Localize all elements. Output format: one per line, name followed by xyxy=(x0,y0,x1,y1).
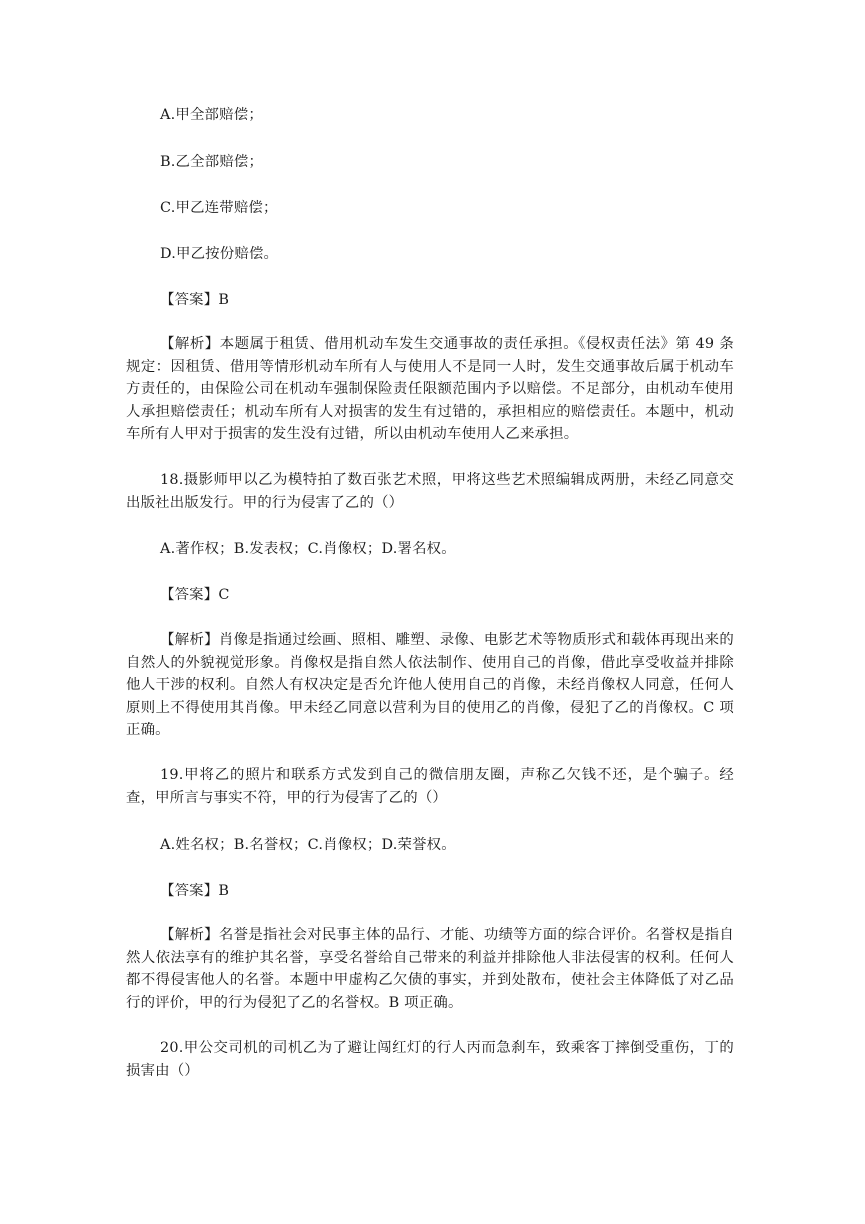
q17-option-b: B.乙全部赔偿； xyxy=(160,154,264,170)
q19-answer: 【答案】B xyxy=(160,883,230,899)
q18-question: 18.摄影师甲以乙为模特拍了数百张艺术照，甲将这些艺术照编辑成两册，未经乙同意交出版社出版发行。甲的行为侵害了乙的（） xyxy=(126,472,734,511)
q19-analysis: 【解析】名誉是指社会对民事主体的品行、才能、功绩等方面的综合评价。名誉权是指自然人依法享有的维护其名誉，享受名誉给自己带来的利益并排除他人非法侵害的权利。任何人都不得侵害他人的名誉。本题中甲虚构乙欠债的事实，并到处散布，使社会主体降低了对乙品行的评价，甲的行为侵犯了乙的名誉权。B 项正确。 xyxy=(126,927,734,1011)
q18-analysis: 【解析】肖像是指通过绘画、照相、雕塑、录像、电影艺术等物质形式和载体再现出来的自然人的外貌视觉形象。肖像权是指自然人依法制作、使用自己的肖像，借此享受收益并排除他人干涉的权利。自然人有权决定是否允许他人使用自己的肖像，未经肖像权人同意，任何人原则上不得使用其肖像。甲未经乙同意以营利为目的使用乙的肖像，侵犯了乙的肖像权。C 项正确。 xyxy=(126,632,734,738)
q20-question: 20.甲公交司机的司机乙为了避让闯红灯的行人丙而急刹车，致乘客丁摔倒受重伤，丁的损害由（） xyxy=(126,1040,734,1079)
q17-option-a: A.甲全部赔偿； xyxy=(160,107,263,123)
q17-option-c: C.甲乙连带赔偿； xyxy=(160,200,278,216)
q18-answer: 【答案】C xyxy=(160,587,230,603)
q18-options: A.著作权；B.发表权；C.肖像权；D.署名权。 xyxy=(160,541,456,557)
q17-answer: 【答案】B xyxy=(160,292,230,308)
q17-analysis: 【解析】本题属于租赁、借用机动车发生交通事故的责任承担。《侵权责任法》第 49 条规定：因租赁、借用等情形机动车所有人与使用人不是同一人时，发生交通事故后属于机动车方责任的，由保险公司在机动车强制保险责任限额范围内予以赔偿。不足部分，由机动车使用人承担赔偿责任；机动车所有人对损害的发生有过错的，承担相应的赔偿责任。本题中，机动车所有人甲对于损害的发生没有过错，所以由机动车使用人乙来承担。 xyxy=(126,336,734,442)
q19-options: A.姓名权；B.名誉权；C.肖像权；D.荣誉权。 xyxy=(160,837,456,853)
q17-option-d: D.甲乙按份赔偿。 xyxy=(160,246,279,262)
q19-question: 19.甲将乙的照片和联系方式发到自己的微信朋友圈，声称乙欠钱不还，是个骗子。经查，甲所言与事实不符，甲的行为侵害了乙的（） xyxy=(126,767,734,806)
